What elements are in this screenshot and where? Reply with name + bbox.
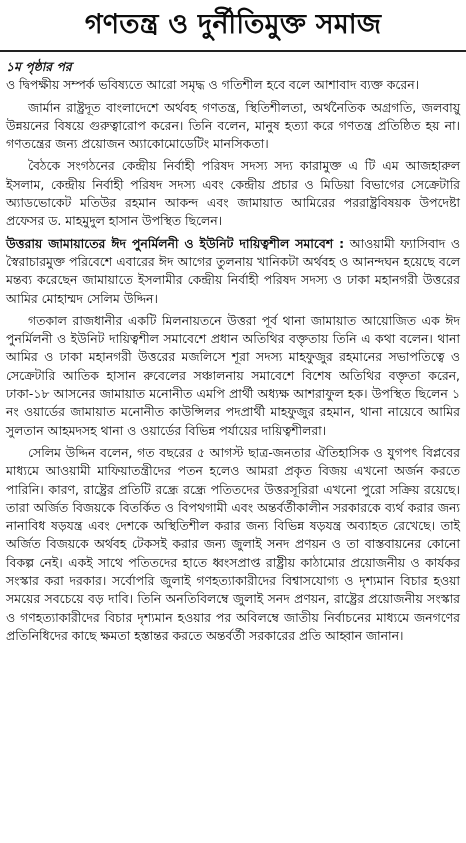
article-paragraph: ও দ্বিপক্ষীয় সম্পর্ক ভবিষ্যতে আরো সমৃদ্ধ ও গতিশীল হবে বলে আশাবাদ ব্যক্ত করেন। [6, 77, 420, 93]
section-paragraph [6, 235, 460, 308]
article-headline: গণতন্ত্র ও দুর্নীতিমুক্ত সমাজ [84, 9, 382, 40]
headline-bar [0, 0, 466, 52]
article-paragraph: গতকাল রাজধানীর একটি মিলনায়তনে উত্তরা পূর্ব থানা জামায়াত আয়োজিত এক ঈদ পুনর্মিলনী ও ইউনিট দায়িত্বশীল সমাবেশে প্রধান অতিথির বক্তৃতায় তিনি এ কথা বলেন। থানা আমির ও ঢাকা মহানগরী উত্তরের মজলিসে শূরা সদস্য মাহফুজুর রহমানের সভাপতিত্বে ও সেক্রেটারি আতিক হাসান রুবেলের সঞ্চালনায় সমাবেশে বিশেষ অতিথির বক্তৃতা করেন, ঢাকা-১৮ আসনের জামায়াত মনোনীত এমপি প্রার্থী অধ্যক্ষ আশরাফুল হক। উপস্থিত ছিলেন ১ নং ওয়ার্ডের জামায়াত মনোনীত কাউন্সিলর পদপ্রার্থী মাহফুজুর রহমান, থানা নায়েবে আমির সুলতান আহমদসহ থানা ও ওয়ার্ডের বিভিন্ন পর্যায়ের দায়িত্বশীলরা। [6, 312, 460, 438]
section-lead-text: আওয়ামী ফ্যাসিবাদ ও স্বৈরাচারমুক্ত পরিবেশে এবারের ঈদ আগের তুলনায় খানিকটা অর্থবহ ও আনন্দঘন হয়েছে বলে মন্তব্য করেছেন জামায়াতে ইসলামীর কেন্দ্রীয় নির্বাহী পরিষদ সদস্য ও ঢাকা মহানগরী উত্তরের আমির মোহাম্মদ সেলিম উদ্দিন। [6, 235, 460, 306]
article-paragraph: জার্মান রাষ্ট্রদূত বাংলাদেশে অর্থবহ গণতন্ত্র, স্থিতিশীলতা, অর্থনৈতিক অগ্রগতি, জলবায়ু উন্নয়নের বিষয়ে গুরুত্বারোপ করেন। তিনি বলেন, মানুষ হত্যা করে গণতন্ত্র প্রতিষ্ঠিত হয় না। গণতন্ত্রের জন্য প্রয়োজন অ্যাকোমোডেটিং মানসিকতা। [6, 99, 460, 152]
article-paragraph: সেলিম উদ্দিন বলেন, গত বছরের ৫ আগস্ট ছাত্র-জনতার ঐতিহাসিক ও যুগপৎ বিপ্লবের মাধ্যমে আওয়ামী মাফিয়াতন্ত্রীদের পতন হলেও আমরা প্রকৃত বিজয় এখনো অর্জন করতে পারিনি। কারণ, রাষ্ট্রের প্রতিটি রন্ধ্রে রন্ধ্রে পতিতদের উত্তরসূরিরা এখনো পুরো সক্রিয় রয়েছে। তারা অর্জিত বিজয়কে বিতর্কিত ও বিপথগামী এবং অন্তর্বর্তীকালীন সরকারকে ব্যর্থ করার জন্য নানাবিধ ষড়যন্ত্র এবং দেশকে অস্থিতিশীল করার জন্য বিভিন্ন ষড়যন্ত্র অব্যাহত রেখেছে। তাই অর্জিত বিজয়কে অর্থবহ টেকসই করার জন্য জুলাই সনদ প্রণয়ন ও তা বাস্তবায়নের কোনো বিকল্প নেই। একই সাথে পতিতদের হাতে ধ্বংসপ্রাপ্ত রাষ্ট্রীয় কাঠামোর প্রয়োজনীয় ও কার্যকর সংস্কার করা দরকার। সর্বোপরি জুলাই গণহত্যাকারীদের বিশ্বাসযোগ্য ও দৃশ্যমান বিচার হওয়া সময়ের সবচেয়ে বড় দাবি। তিনি অনতিবিলম্বে জুলাই সনদ প্রণয়ন, রাষ্ট্রের প্রয়োজনীয় সংস্কার ও গণহত্যাকারীদের বিচার দৃশ্যমান হওয়ার পর অবিলম্বে জাতীয় নির্বাচনের মাধ্যমে জনগণের প্রতিনিধিদের কাছে ক্ষমতা হস্তান্তর করতে অন্তর্বর্তী সরকারের প্রতি আহ্বান জানান। [6, 444, 460, 643]
section-heading: উত্তরায় জামায়াতের ঈদ পুনর্মিলনী ও ইউনিট দায়িত্বশীল সমাবেশ : [6, 235, 345, 251]
continued-from-page-label: ১ম পৃষ্ঠার পর [6, 59, 72, 74]
article-body [6, 58, 460, 649]
article-paragraph: বৈঠকে সংগঠনের কেন্দ্রীয় নির্বাহী পরিষদ সদস্য সদ্য কারামুক্ত এ টি এম আজহারুল ইসলাম, কেন্দ্রীয় নির্বাহী পরিষদ সদস্য এবং কেন্দ্রীয় প্রচার ও মিডিয়া বিভাগের সেক্রেটারি অ্যাডভোকেট মতিউর রহমান আকন্দ এবং জামায়াত আমিরের পররাষ্ট্রবিষয়ক উপদেষ্টা প্রফেসর ড. মাহমুদুল হাসান উপস্থিত ছিলেন। [6, 158, 460, 229]
